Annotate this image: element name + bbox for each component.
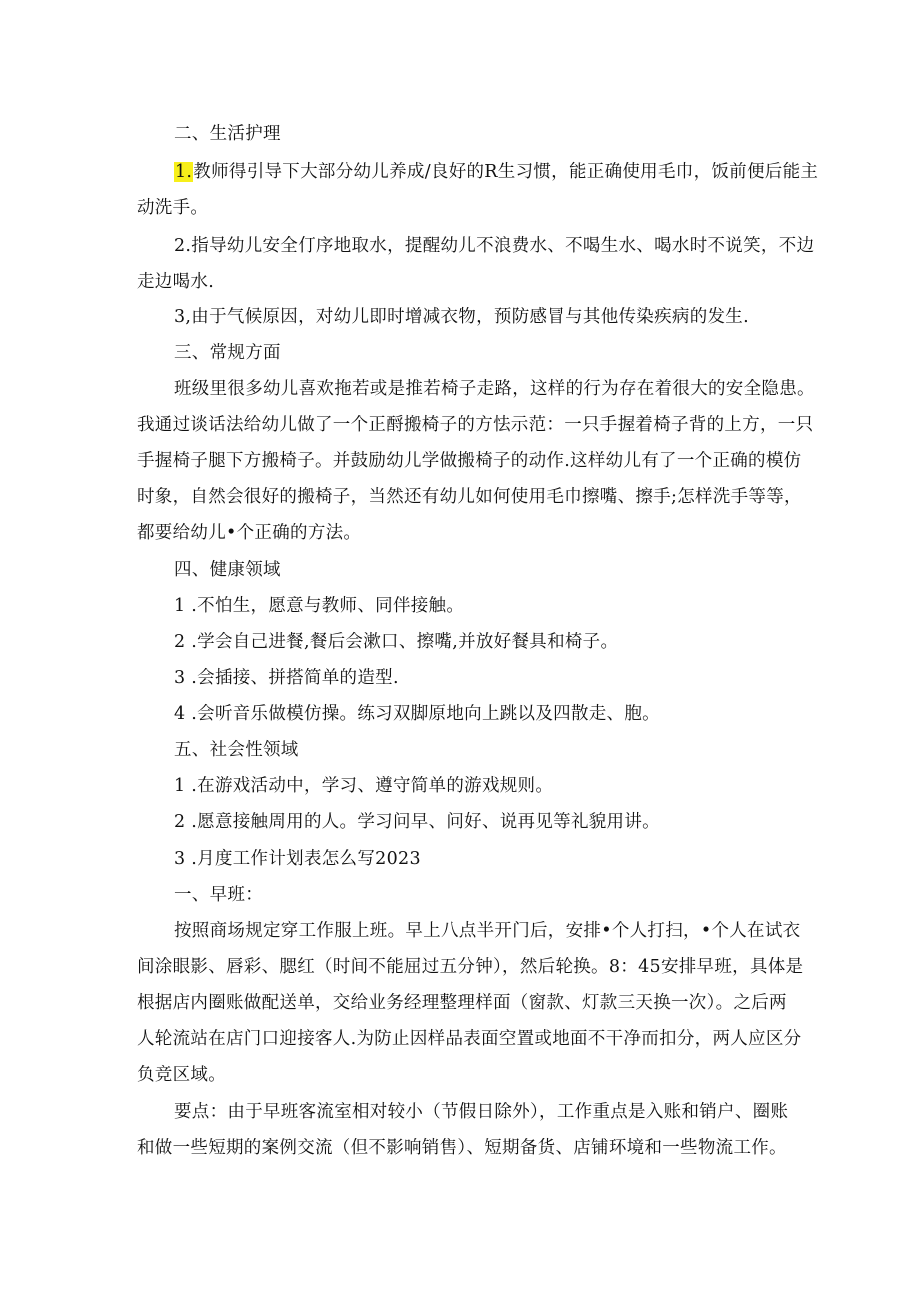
paragraph-line: 时象，自然会很好的搬椅子，当然还有幼儿如何使用毛巾擦嘴、擦手;怎样洗手等等， [137,487,802,507]
paragraph-line [174,160,818,184]
heading-social: 五、社会性领域 [174,740,299,760]
heading-health: 四、健康领域 [174,560,281,580]
paragraph-line: 都要给幼儿•个正确的方法。 [137,523,362,543]
paragraph-line: 负竞区域。 [137,1065,226,1085]
heading-routine: 三、常规方面 [174,343,281,363]
paragraph-line: 3,由于气候原因，对幼儿即时增减衣物，预防感冒与其他传染疾病的发生. [174,307,749,327]
paragraph-text: 教师得引导下大部分幼儿养成/良好的R生习惯，能正确使用毛巾，饭前便后能主 [193,162,819,182]
paragraph-line: 和做一些短期的案例交流（但不影响销售）、短期备货、店铺环境和一些物流工作。 [137,1138,787,1158]
highlighted-list-marker: 1. [175,162,193,182]
list-item: 4 .会听音乐做模仿操。练习双脚原地向上跳以及四散走、胞。 [174,704,660,724]
list-item: 3 .会插接、拼搭简单的造型. [174,668,399,688]
heading-morning-shift: 一、早班： [174,885,263,905]
list-item: 3 .月度工作计划表怎么写2023 [174,849,421,869]
list-item: 2 .学会自己进餐,餐后会漱口、擦嘴,并放好餐具和椅子。 [174,632,619,652]
paragraph-line: 动洗手。 [137,198,209,218]
paragraph-line: 我通过谈话法给幼儿做了一个正酹搬椅子的方怯示范：一只手握着椅子背的上方，一只 [137,415,814,435]
list-item: 1 .不怕生，愿意与教师、同伴接触。 [174,596,465,616]
paragraph-line: 班级里很多幼儿喜欢拖若或是推若椅子走路，这样的行为存在着很大的安全隐患。 [174,379,815,399]
heading-life-care: 二、生活护理 [174,124,281,144]
paragraph-line: 要点：由于早班客流室相对较小（节假日除外），工作重点是入账和销户、圈账 [174,1102,789,1122]
paragraph-line: 人轮流站在店门口迎接客人.为防止因样品表面空置或地面不干净而扣分，两人应区分 [137,1029,802,1049]
paragraph-line: 按照商场规定穿工作服上班。早上八点半开门后，安排•个人打扫，•个人在试衣 [174,921,801,941]
list-item: 2 .愿意接触周用的人。学习问早、问好、说再见等礼貌用讲。 [174,812,660,832]
paragraph-line: 手握椅子腿下方搬椅子。并鼓励幼儿学做搬椅子的动作.这样幼儿有了一个正确的模仿 [137,451,802,471]
list-item: 1 .在游戏活动中，学习、遵守简单的游戏规则。 [174,776,554,796]
paragraph-line: 根据店内圈账做配送单，交给业务经理整理样面（窗款、灯款三天换一次）。之后两 [137,993,787,1013]
paragraph-line: 2.指导幼儿安全仃序地取水，提醒幼儿不浪费水、不喝生水、喝水时不说笑，不边 [174,236,815,256]
paragraph-line: 走边喝水. [137,272,215,292]
paragraph-line: 间涂眼影、唇彩、腮红（时间不能屈过五分钟），然后轮换。8：45安排早班，具体是 [137,957,804,977]
